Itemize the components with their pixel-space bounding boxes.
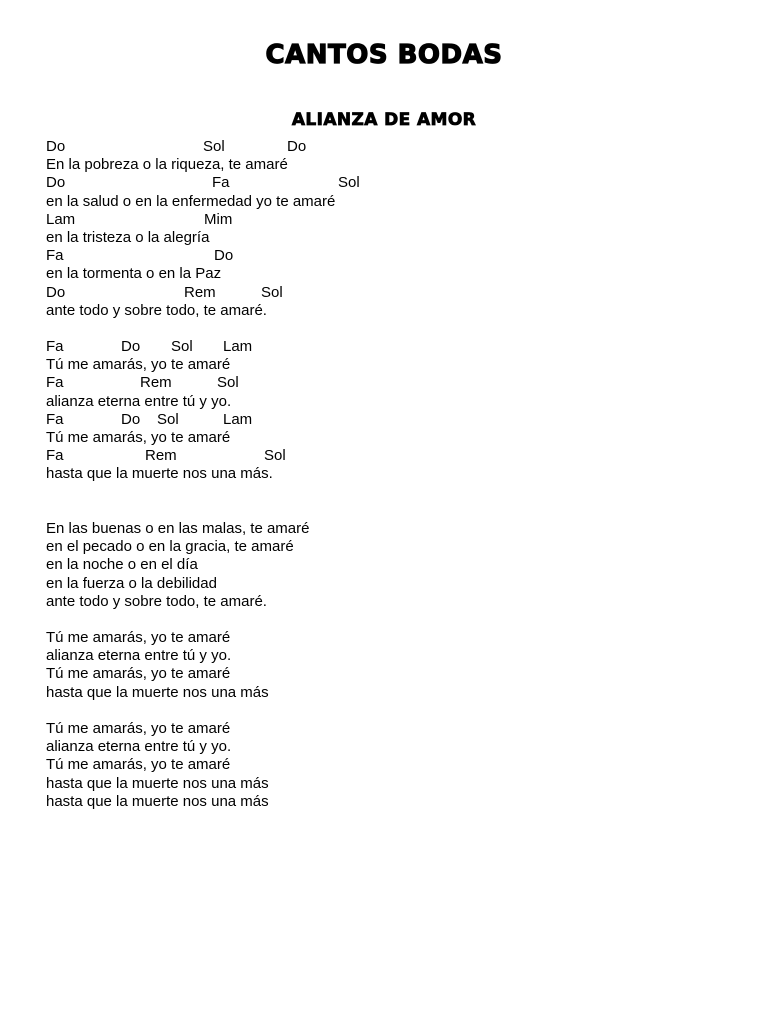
- lyric-line: Tú me amarás, yo te amaré: [46, 629, 231, 647]
- stanza-gap: [46, 611, 726, 629]
- chord: Rem: [184, 283, 216, 301]
- chord: Do: [121, 410, 141, 428]
- chord-line: [46, 374, 726, 392]
- chord-line: [46, 338, 726, 356]
- lyric-line: Tú me amarás, yo te amaré: [46, 665, 231, 683]
- chord: Rem: [140, 374, 172, 392]
- lyric-line: alianza eterna entre tú y yo.: [46, 738, 232, 756]
- chord: Do: [46, 174, 66, 192]
- chord-line: [46, 174, 726, 192]
- chord-line: [46, 247, 726, 265]
- chord: Sol: [264, 447, 286, 465]
- chord: Sol: [217, 374, 239, 392]
- chord: Sol: [171, 338, 193, 356]
- chord: Sol: [338, 174, 360, 192]
- lyric-line: alianza eterna entre tú y yo.: [46, 647, 232, 665]
- lyric-line: Tú me amarás, yo te amaré: [46, 756, 231, 774]
- lyric-line: hasta que la muerte nos una más: [46, 774, 269, 792]
- chord: Fa: [46, 447, 64, 465]
- chord-line: [46, 138, 726, 156]
- chord: Fa: [46, 338, 64, 356]
- chord: Fa: [46, 374, 64, 392]
- chord-line: [46, 211, 726, 229]
- chord-line: [46, 447, 726, 465]
- song-title: ALIANZA DE AMOR: [291, 110, 477, 130]
- chord: Lam: [46, 210, 76, 228]
- lyric-line: Tú me amarás, yo te amaré: [46, 429, 231, 446]
- chord: Do: [46, 138, 66, 155]
- chord: Lam: [223, 410, 253, 428]
- lyric-line: hasta que la muerte nos una más: [46, 683, 269, 701]
- lyric-line: hasta que la muerte nos una más.: [46, 465, 273, 483]
- chord: Do: [46, 283, 66, 301]
- chord-line: [46, 411, 726, 429]
- chord: Fa: [212, 174, 230, 192]
- lyric-line: en la tristeza o la alegría: [46, 228, 210, 246]
- lyric-line: en la tormenta o en la Paz: [46, 265, 222, 283]
- chord: Fa: [46, 410, 64, 428]
- stanza-gap: [46, 484, 726, 502]
- lyric-line: En la pobreza o la riqueza, te amaré: [46, 156, 288, 174]
- stanza-gap: [46, 702, 726, 720]
- chord: Sol: [261, 283, 283, 301]
- chord: Do: [121, 338, 141, 356]
- lyric-line: en la fuerza o la debilidad: [46, 574, 217, 592]
- chord: Sol: [203, 138, 225, 155]
- lyric-line: en el pecado o en la gracia, te amaré: [46, 538, 294, 556]
- chord: Fa: [46, 247, 64, 265]
- lyric-line: Tú me amarás, yo te amaré: [46, 356, 231, 374]
- lyric-line: alianza eterna entre tú y yo.: [46, 392, 232, 410]
- document-title: CANTOS BODAS: [265, 40, 503, 70]
- chord: Mim: [204, 210, 233, 228]
- lyric-line: en la noche o en el día: [46, 556, 198, 574]
- lyric-line: Tú me amarás, yo te amaré: [46, 720, 231, 737]
- chord: Lam: [223, 338, 253, 356]
- song-body: [46, 138, 726, 811]
- lyric-line: hasta que la muerte nos una más: [46, 792, 269, 810]
- stanza-gap: [46, 502, 726, 520]
- stanza-gap: [46, 320, 726, 338]
- chord: Rem: [145, 447, 177, 465]
- lyric-line: ante todo y sobre todo, te amaré.: [46, 592, 267, 610]
- chord: Do: [287, 138, 307, 155]
- lyric-line: En las buenas o en las malas, te amaré: [46, 519, 310, 537]
- chord: Do: [214, 247, 234, 265]
- chord: Sol: [157, 410, 179, 428]
- lyric-line: en la salud o en la enfermedad yo te amaré: [46, 192, 336, 210]
- chord-line: [46, 284, 726, 302]
- lyric-line: ante todo y sobre todo, te amaré.: [46, 301, 267, 319]
